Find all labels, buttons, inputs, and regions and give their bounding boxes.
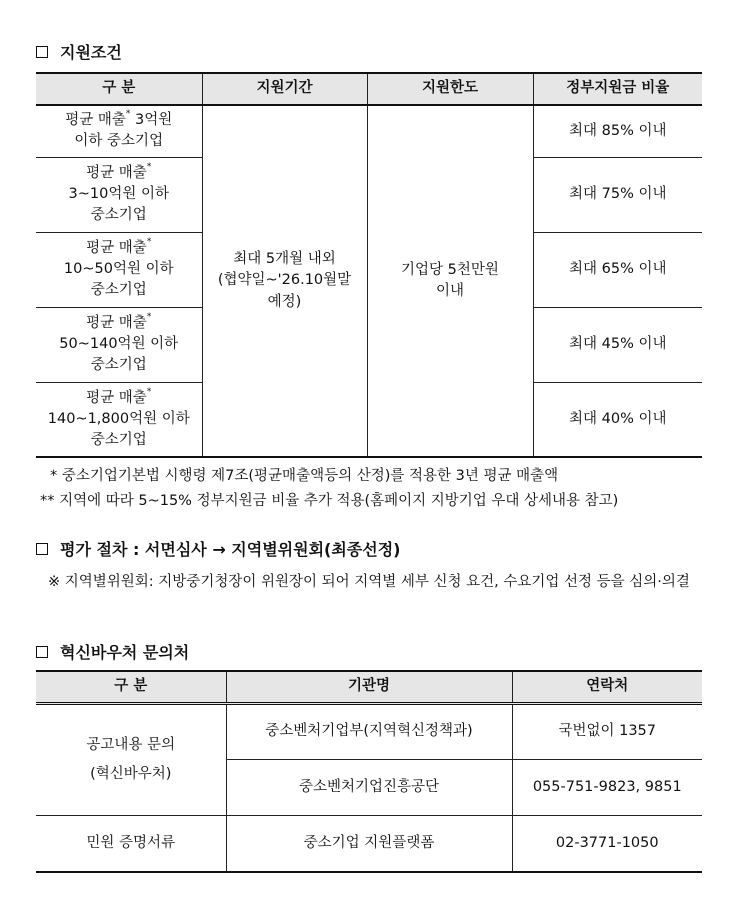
- section-title-text: 혁신바우처 문의처: [60, 643, 190, 662]
- table-header-row: [36, 73, 702, 105]
- ratio-cell: 최대 45% 이내: [533, 307, 702, 382]
- evaluation-note: ※ 지역별위원회: 지방중기청장이 위원장이 되어 지역별 세부 신청 요건, 수요기업 선정 등을 심의·의결: [48, 574, 690, 590]
- group-cell: 공고내용 문의 (혁신바우처): [36, 704, 226, 816]
- header-period: 지원기간: [202, 73, 367, 105]
- organization-cell: 중소벤처기업진흥공단: [226, 760, 512, 816]
- contact-table: [36, 670, 702, 873]
- contact-cell: 02-3771-1050: [512, 816, 702, 872]
- category-cell: 평균 매출* 50~140억원 이하 중소기업: [36, 307, 202, 382]
- support-conditions-table: [36, 72, 702, 458]
- footnote-regional-bonus: ** 지역에 따라 5~15% 정부지원금 비율 추가 적용(홈페이지 지방기업 우대 상세내용 참고): [40, 493, 619, 509]
- group-cell: 민원 증명서류: [36, 816, 226, 872]
- table-row: [36, 816, 702, 872]
- section-title-contact: [36, 640, 189, 663]
- footnote-average-sales: * 중소기업기본법 시행령 제7조(평균매출액등의 산정)를 적용한 3년 평균 매출액: [50, 468, 559, 484]
- period-cell: 최대 5개월 내외 (협약일~'26.10월말 예정): [202, 105, 367, 457]
- section-title-evaluation: [36, 537, 401, 560]
- checkbox-square-icon: [36, 46, 48, 58]
- checkbox-square-icon: [36, 543, 48, 555]
- section-title-support-conditions: [36, 40, 122, 63]
- category-cell: 평균 매출* 3억원 이하 중소기업: [36, 105, 202, 157]
- contact-cell: 국번없이 1357: [512, 704, 702, 760]
- category-cell: 평균 매출* 140~1,800억원 이하 중소기업: [36, 382, 202, 457]
- organization-cell: 중소벤처기업부(지역혁신정책과): [226, 704, 512, 760]
- ratio-cell: 최대 85% 이내: [533, 105, 702, 157]
- ratio-cell: 최대 40% 이내: [533, 382, 702, 457]
- section-title-text: 지원조건: [60, 43, 122, 62]
- header-contact: 연락처: [512, 671, 702, 704]
- header-category: 구 분: [36, 73, 202, 105]
- table-row: [36, 704, 702, 760]
- header-ratio: 정부지원금 비율: [533, 73, 702, 105]
- table-header-row: [36, 671, 702, 704]
- checkbox-square-icon: [36, 646, 48, 658]
- table-row: [36, 105, 702, 157]
- section-title-text: 평가 절차 : 서면심사 → 지역별위원회(최종선정): [60, 540, 401, 559]
- organization-cell: 중소기업 지원플랫폼: [226, 816, 512, 872]
- header-organization: 기관명: [226, 671, 512, 704]
- category-cell: 평균 매출* 10~50억원 이하 중소기업: [36, 232, 202, 307]
- contact-cell: 055-751-9823, 9851: [512, 760, 702, 816]
- ratio-cell: 최대 75% 이내: [533, 157, 702, 232]
- ratio-cell: 최대 65% 이내: [533, 232, 702, 307]
- header-limit: 지원한도: [367, 73, 533, 105]
- header-category: 구 분: [36, 671, 226, 704]
- category-cell: 평균 매출* 3~10억원 이하 중소기업: [36, 157, 202, 232]
- limit-cell: 기업당 5천만원 이내: [367, 105, 533, 457]
